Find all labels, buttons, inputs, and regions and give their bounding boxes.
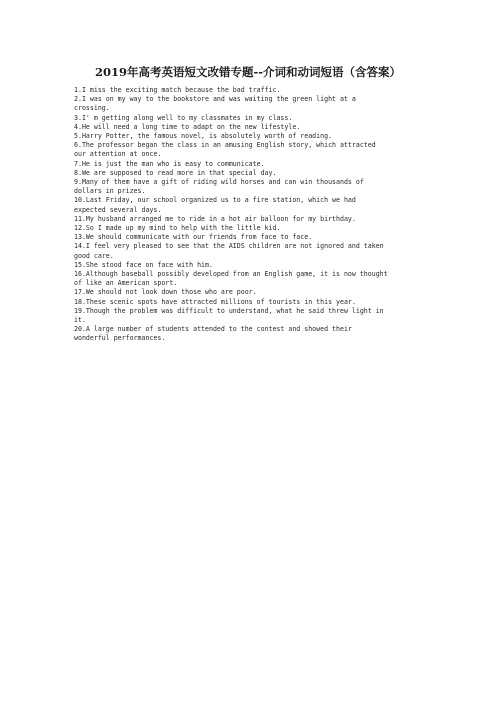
- exercise-line: 8.We are supposed to read more in that special day.: [74, 168, 277, 177]
- exercise-line: it.: [74, 316, 86, 325]
- exercise-item: [74, 196, 426, 214]
- exercise-item: [74, 242, 426, 260]
- exercise-item: [74, 307, 426, 325]
- exercise-line: 10.Last Friday, our school organized us to a fire station, which we had: [74, 196, 356, 205]
- exercise-item: [74, 123, 426, 132]
- exercise-line: of like an American sport.: [74, 279, 178, 288]
- exercise-line: crossing.: [74, 104, 110, 113]
- exercise-line: 9.Many of them have a gift of riding wild horses and can win thousands of: [74, 178, 364, 187]
- exercise-item: [74, 169, 426, 178]
- exercise-line: 13.We should communicate with our friends from face to face.: [74, 233, 313, 242]
- exercise-line: 15.She stood face on face with him.: [74, 260, 213, 269]
- exercise-list: [74, 86, 426, 344]
- exercise-line: 3.I' m getting along well to my classmates in my class.: [74, 113, 293, 122]
- exercise-item: [74, 132, 426, 141]
- exercise-line: 7.He is just the man who is easy to communicate.: [74, 159, 265, 168]
- exercise-item: [74, 160, 426, 169]
- exercise-item: [74, 261, 426, 270]
- exercise-line: 4.He will need a long time to adapt on the new lifestyle.: [74, 122, 301, 131]
- exercise-line: 1.I miss the exciting match because the bad traffic.: [74, 86, 281, 94]
- exercise-item: [74, 325, 426, 343]
- exercise-line: good care.: [74, 251, 114, 260]
- exercise-line: 5.Harry Potter, the famous novel, is absolutely worth of reading.: [74, 132, 333, 141]
- exercise-item: [74, 114, 426, 123]
- exercise-item: [74, 233, 426, 242]
- exercise-line: expected several days.: [74, 205, 162, 214]
- exercise-item: [74, 178, 426, 196]
- page-title: 2019年高考英语短文改错专题--介词和动词短语（含答案）: [94, 65, 402, 79]
- exercise-line: 17.We should not look down those who are poor.: [74, 288, 257, 297]
- exercise-line: 16.Although baseball possibly developed from an English game, it is now thought: [74, 270, 388, 279]
- exercise-item: [74, 288, 426, 297]
- exercise-line: our attention at once.: [74, 150, 162, 159]
- exercise-line: 14.I feel very pleased to see that the AIDS children are not ignored and taken: [74, 242, 384, 251]
- exercise-line: 11.My husband arranged me to ride in a hot air balloon for my birthday.: [74, 214, 356, 223]
- exercise-item: [74, 270, 426, 288]
- exercise-line: 19.Though the problem was difficult to understand, what he said threw light in: [74, 306, 384, 315]
- exercise-item: [74, 86, 426, 95]
- exercise-line: 2.I was on my way to the bookstore and was waiting the green light at a: [74, 95, 356, 104]
- exercise-line: wonderful performances.: [74, 334, 166, 343]
- exercise-item: [74, 215, 426, 224]
- exercise-line: 18.These scenic spots have attracted millions of tourists in this year.: [74, 297, 356, 306]
- exercise-line: 12.So I made up my mind to help with the little kid.: [74, 224, 281, 233]
- exercise-item: [74, 141, 426, 159]
- exercise-item: [74, 224, 426, 233]
- exercise-item: [74, 298, 426, 307]
- exercise-line: 6.The professor began the class in an amusing English story, which attracted: [74, 141, 376, 150]
- exercise-item: [74, 95, 426, 113]
- exercise-line: dollars in prizes.: [74, 187, 146, 196]
- exercise-line: 20.A large number of students attended to the contest and showed their: [74, 325, 352, 334]
